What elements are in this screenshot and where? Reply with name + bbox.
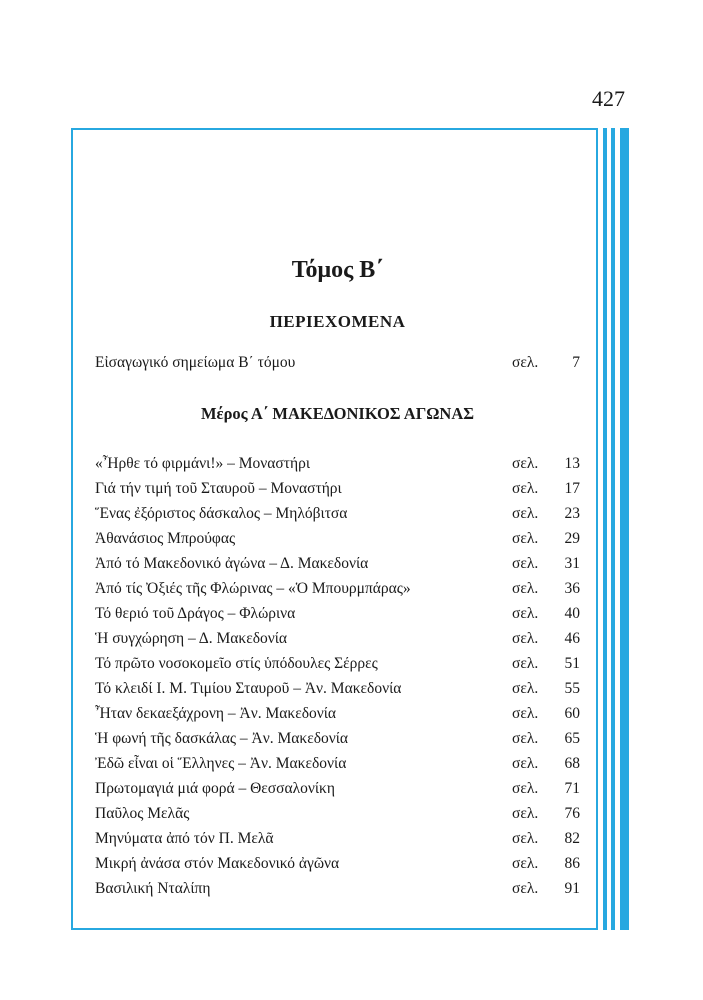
page-abbrev: σελ.: [512, 455, 539, 472]
toc-entry: [95, 476, 580, 501]
entry-title: Μηνύματα ἀπό τόν Π. Μελᾶ: [95, 830, 274, 847]
entry-page: 76: [564, 805, 580, 822]
page-abbrev: σελ.: [512, 755, 539, 772]
toc-entry: [95, 851, 580, 876]
decorative-stripe: [611, 128, 615, 930]
entry-page: 31: [564, 555, 580, 572]
entry-title: Τό πρῶτο νοσοκομεῖο στίς ὑπόδουλες Σέρρες: [95, 655, 378, 672]
toc-entry: [95, 751, 580, 776]
toc-list: [95, 451, 580, 901]
entry-page: 55: [564, 680, 580, 697]
entry-page: 65: [564, 730, 580, 747]
entry-page: 46: [564, 630, 580, 647]
toc-entry: [95, 576, 580, 601]
toc-entry: [95, 601, 580, 626]
entry-title: Τό κλειδί Ι. Μ. Τιμίου Σταυροῦ – Ἀν. Μακεδονία: [95, 680, 402, 697]
entry-page: 7: [572, 354, 580, 371]
toc-entry: [95, 451, 580, 476]
entry-page: 86: [564, 855, 580, 872]
entry-page: 60: [564, 705, 580, 722]
entry-title: Τό θεριό τοῦ Δράγος – Φλώρινα: [95, 605, 296, 622]
page-abbrev: σελ.: [512, 480, 539, 497]
entry-title: Ἦταν δεκαεξάχρονη – Ἀν. Μακεδονία: [95, 705, 337, 722]
toc-intro-entry: [95, 350, 580, 375]
page-abbrev: σελ.: [512, 780, 539, 797]
toc-entry: [95, 676, 580, 701]
entry-title: Εἰσαγωγικό σημείωμα Β΄ τόμου: [95, 354, 296, 371]
page-abbrev: σελ.: [512, 530, 539, 547]
entry-title: Ἀπό τίς Ὀξιές τῆς Φλώρινας – «Ὁ Μπουρμπάρας»: [95, 580, 411, 597]
entry-title: Ἡ φωνή τῆς δασκάλας – Ἀν. Μακεδονία: [95, 730, 349, 747]
decorative-stripe: [620, 128, 629, 930]
page-abbrev: σελ.: [512, 730, 539, 747]
toc-entry: [95, 551, 580, 576]
entry-title: «Ἦρθε τό φιρμάνι!» – Μοναστήρι: [95, 455, 311, 472]
entry-page: 51: [564, 655, 580, 672]
toc-entry: [95, 726, 580, 751]
entry-title: Πρωτομαγιά μιά φορά – Θεσσαλονίκη: [95, 780, 335, 797]
toc-entry: [95, 876, 580, 901]
page-abbrev: σελ.: [512, 830, 539, 847]
toc-entry: [95, 826, 580, 851]
entry-title: Ἕνας ἐξόριστος δάσκαλος – Μηλόβιτσα: [95, 505, 348, 522]
page-number: 427: [592, 86, 625, 111]
page-abbrev: σελ.: [512, 505, 539, 522]
entry-page: 68: [564, 755, 580, 772]
page-abbrev: σελ.: [512, 630, 539, 647]
toc-entry: [95, 776, 580, 801]
toc-entry: [95, 501, 580, 526]
page-abbrev: σελ.: [512, 805, 539, 822]
entry-title: Γιά τήν τιμή τοῦ Σταυροῦ – Μοναστήρι: [95, 480, 342, 497]
page-abbrev: σελ.: [512, 580, 539, 597]
page-abbrev: σελ.: [512, 855, 539, 872]
table-of-contents: [95, 250, 580, 901]
decorative-stripe: [603, 128, 607, 930]
entry-title: Μικρή ἀνάσα στόν Μακεδονικό ἀγῶνα: [95, 855, 340, 872]
entry-title: Ἀθανάσιος Μπρούφας: [95, 530, 236, 547]
entry-page: 82: [564, 830, 580, 847]
entry-page: 71: [564, 780, 580, 797]
entry-page: 23: [564, 505, 580, 522]
toc-entry: [95, 701, 580, 726]
entry-title: Ἡ συγχώρηση – Δ. Μακεδονία: [95, 630, 288, 647]
toc-entry: [95, 526, 580, 551]
page-abbrev: σελ.: [512, 880, 539, 897]
entry-page: 13: [564, 455, 580, 472]
page-abbrev: σελ.: [512, 705, 539, 722]
toc-entry: [95, 651, 580, 676]
entry-title: Παῦλος Μελᾶς: [95, 805, 190, 822]
entry-page: 91: [564, 880, 580, 897]
page-abbrev: σελ.: [512, 655, 539, 672]
contents-heading: ΠΕΡΙΕΧΟΜΕΝΑ: [269, 312, 406, 331]
entry-page: 17: [564, 480, 580, 497]
entry-page: 29: [564, 530, 580, 547]
page-abbrev: σελ.: [512, 555, 539, 572]
entry-page: 36: [564, 580, 580, 597]
toc-entry: [95, 801, 580, 826]
entry-title: Ἐδῶ εἶναι οἱ Ἕλληνες – Ἀν. Μακεδονία: [95, 755, 347, 772]
toc-entry: [95, 626, 580, 651]
page-abbrev: σελ.: [512, 354, 539, 371]
volume-title: Τόμος Β΄: [291, 257, 384, 283]
page-abbrev: σελ.: [512, 605, 539, 622]
entry-title: Ἀπό τό Μακεδονικό ἀγώνα – Δ. Μακεδονία: [95, 555, 369, 572]
entry-page: 40: [564, 605, 580, 622]
part-heading: Μέρος Α΄ ΜΑΚΕΔΟΝΙΚΟΣ ΑΓΩΝΑΣ: [200, 404, 475, 423]
entry-title: Βασιλική Νταλίπη: [95, 880, 211, 897]
page-abbrev: σελ.: [512, 680, 539, 697]
